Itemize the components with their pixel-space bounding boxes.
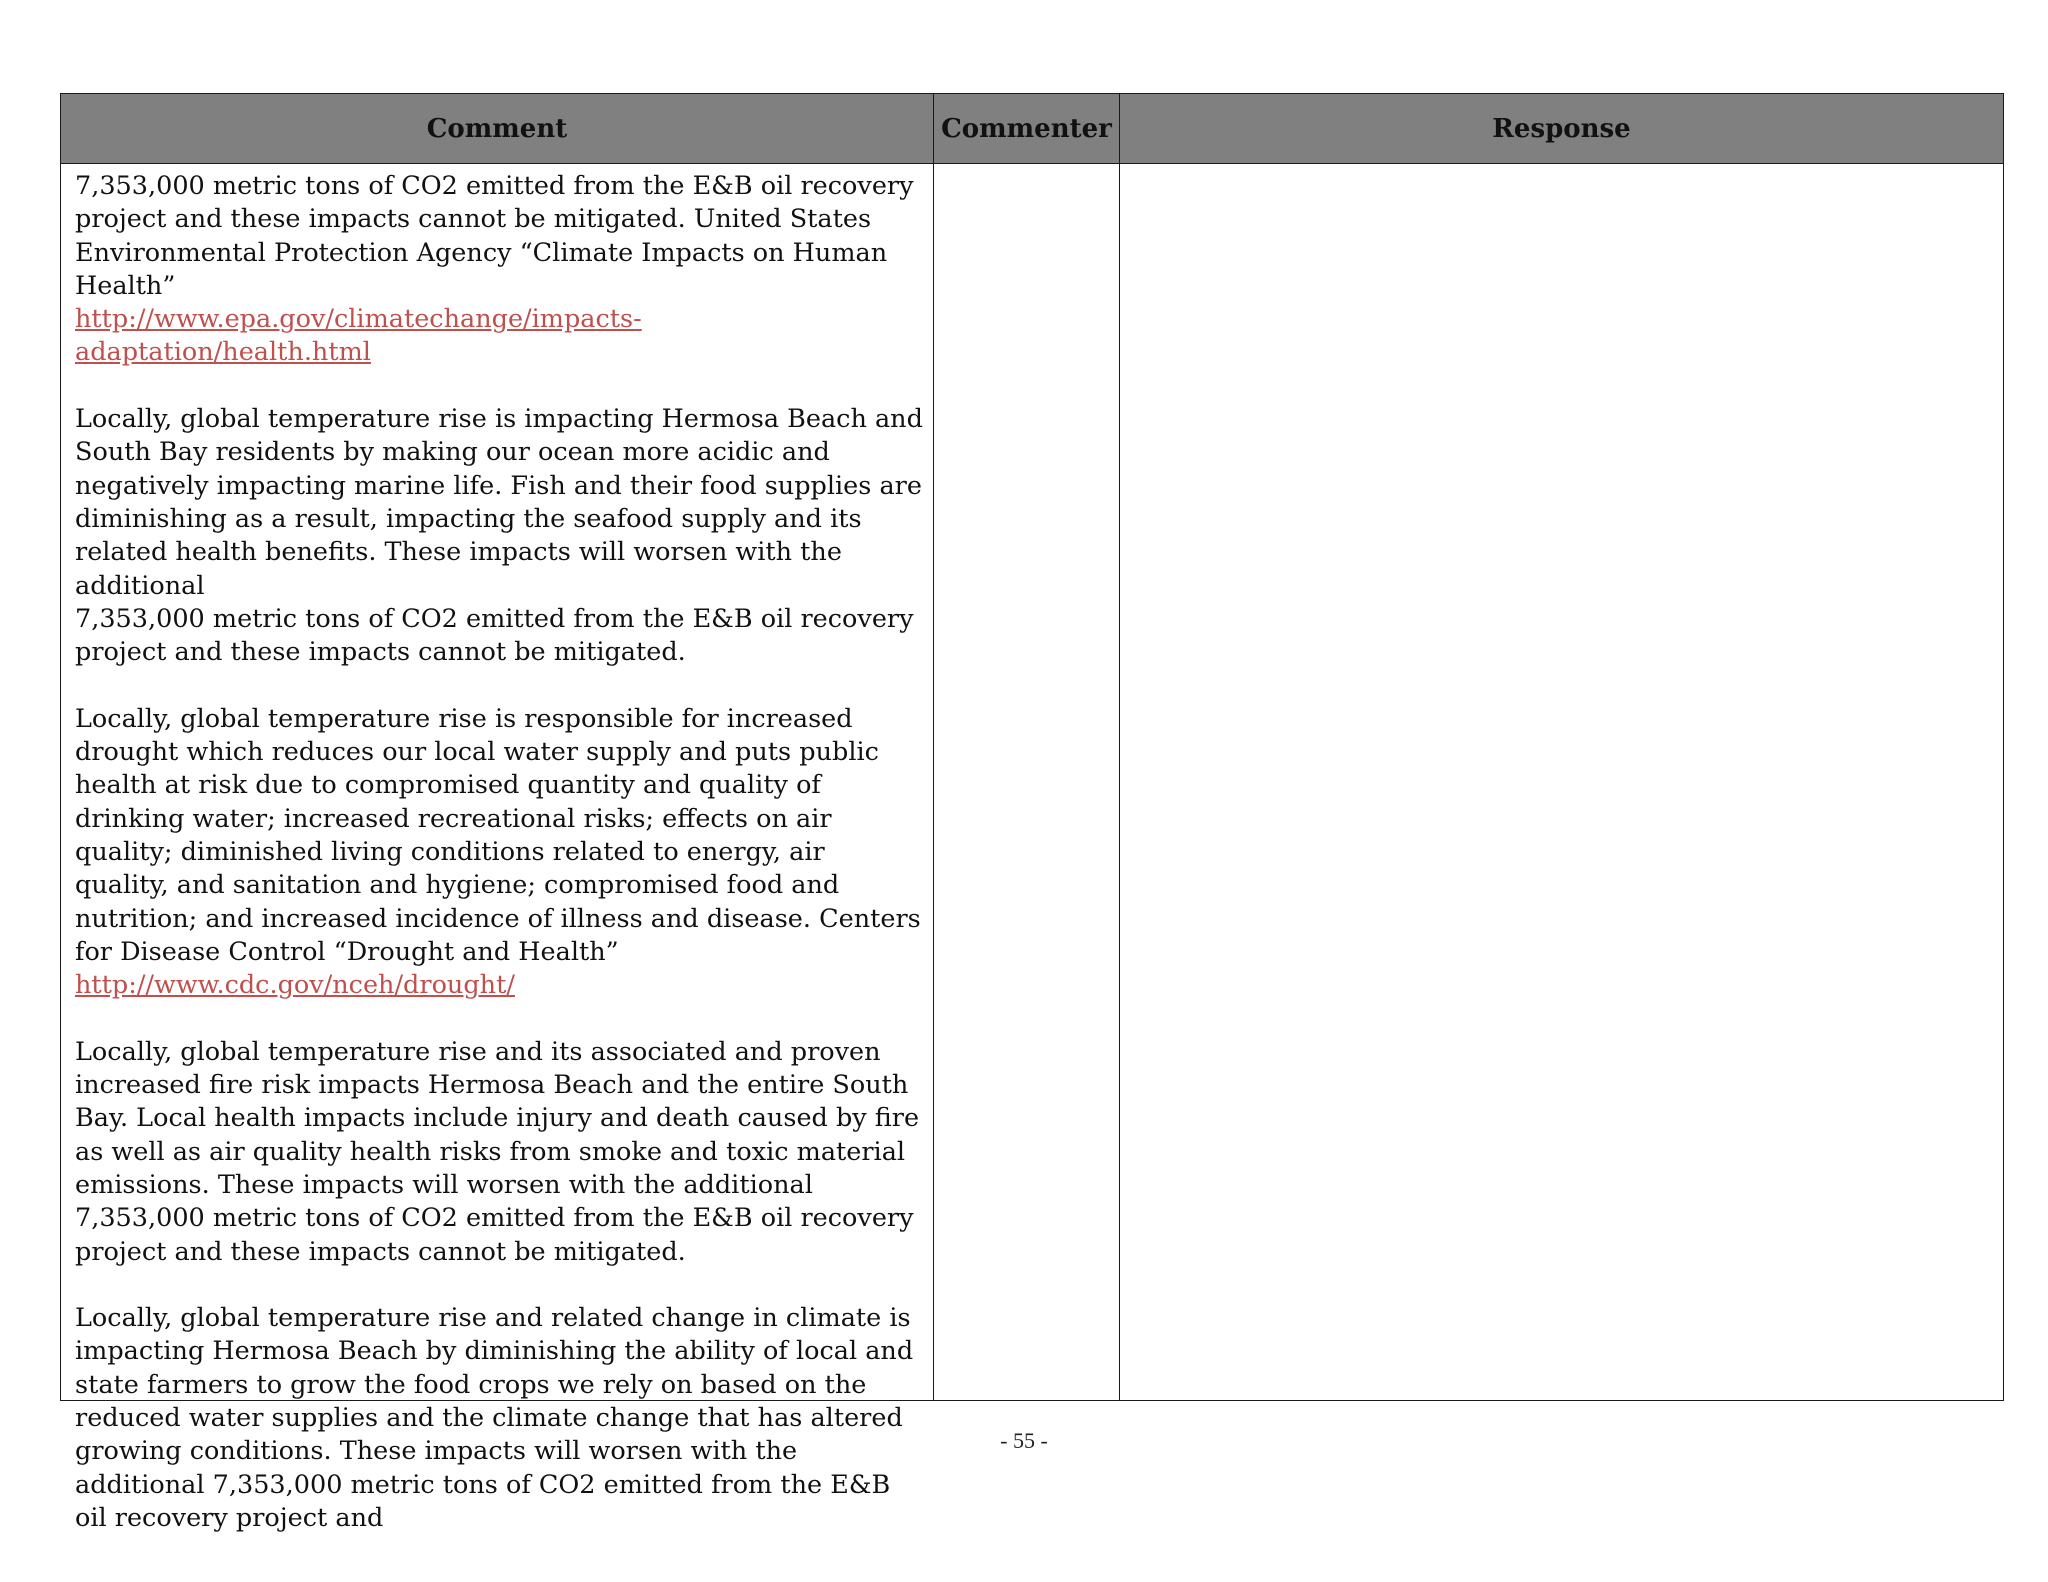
comment-paragraph-5 (75, 1302, 923, 1535)
comment-paragraph-text: Locally, global temperature rise and related change in climate is impacting Hermosa Beach by diminishing the ability of local and state farmers to grow the food crops we rely on based on the reduced water supplies and the climate change that has altered growing conditions. These impacts will worsen with the additional 7,353,000 metric tons of CO2 emitted from the E&B oil recovery project and (75, 1303, 914, 1533)
comment-paragraph-text: Locally, global temperature rise is responsible for increased drought which reduces our local water supply and puts public health at risk due to compromised quantity and quality of drinking water; increased recreational risks; effects on air quality; diminished living conditions related to energy, air quality, and sanitation and hygiene; compromised food and nutrition; and increased incidence of illness and disease. Centers for Disease Control “Drought and Health” (75, 703, 921, 967)
comment-paragraph-text: Locally, global temperature rise and its associated and proven increased fire risk impacts Hermosa Beach and the entire South Bay. Local health impacts include injury and death caused by fire as well as air quality health risks from smoke and toxic material emissions. These impacts will worsen with the additional 7,353,000 metric tons of CO2 emitted from the E&B oil recovery project and these impacts cannot be mitigated. (75, 1036, 920, 1267)
comment-paragraph-text-continued: 7,353,000 metric tons of CO2 emitted from the E&B oil recovery project and these impacts cannot be mitigated. (75, 603, 914, 668)
table-header (61, 94, 2004, 164)
header-row (61, 94, 2004, 164)
epa-health-link[interactable]: http://www.epa.gov/climatechange/impacts-adaptation/health.html (75, 304, 642, 368)
cdc-drought-link[interactable]: http://www.cdc.gov/nceh/drought/ (75, 970, 515, 1001)
comment-paragraph-4 (75, 1036, 923, 1269)
comment-paragraph-text: Locally, global temperature rise is impacting Hermosa Beach and South Bay residents by making our ocean more acidic and negatively impacting marine life. Fish and their food supplies are diminishing as a result, impacting the seafood supply and its related health benefits. These impacts will worsen with the additional (75, 404, 923, 601)
table-row (61, 164, 2004, 1401)
response-cell (1120, 164, 2004, 1401)
comment-paragraph-2 (75, 403, 923, 669)
comment-paragraph-3 (75, 703, 923, 1003)
response-column-header: Response (1120, 94, 2004, 164)
commenter-cell (934, 164, 1120, 1401)
comment-cell (61, 164, 934, 1533)
comment-paragraph-1 (75, 170, 923, 370)
comment-text-block (75, 170, 923, 1533)
commenter-column-header: Commenter (934, 94, 1120, 164)
comment-column-header: Comment (61, 94, 934, 164)
page-number: - 55 - (1000, 1428, 1048, 1453)
comment-paragraph-text: 7,353,000 metric tons of CO2 emitted from the E&B oil recovery project and these impacts cannot be mitigated. United States Environmental Protection Agency “Climate Impacts on Human Health” (75, 171, 914, 301)
